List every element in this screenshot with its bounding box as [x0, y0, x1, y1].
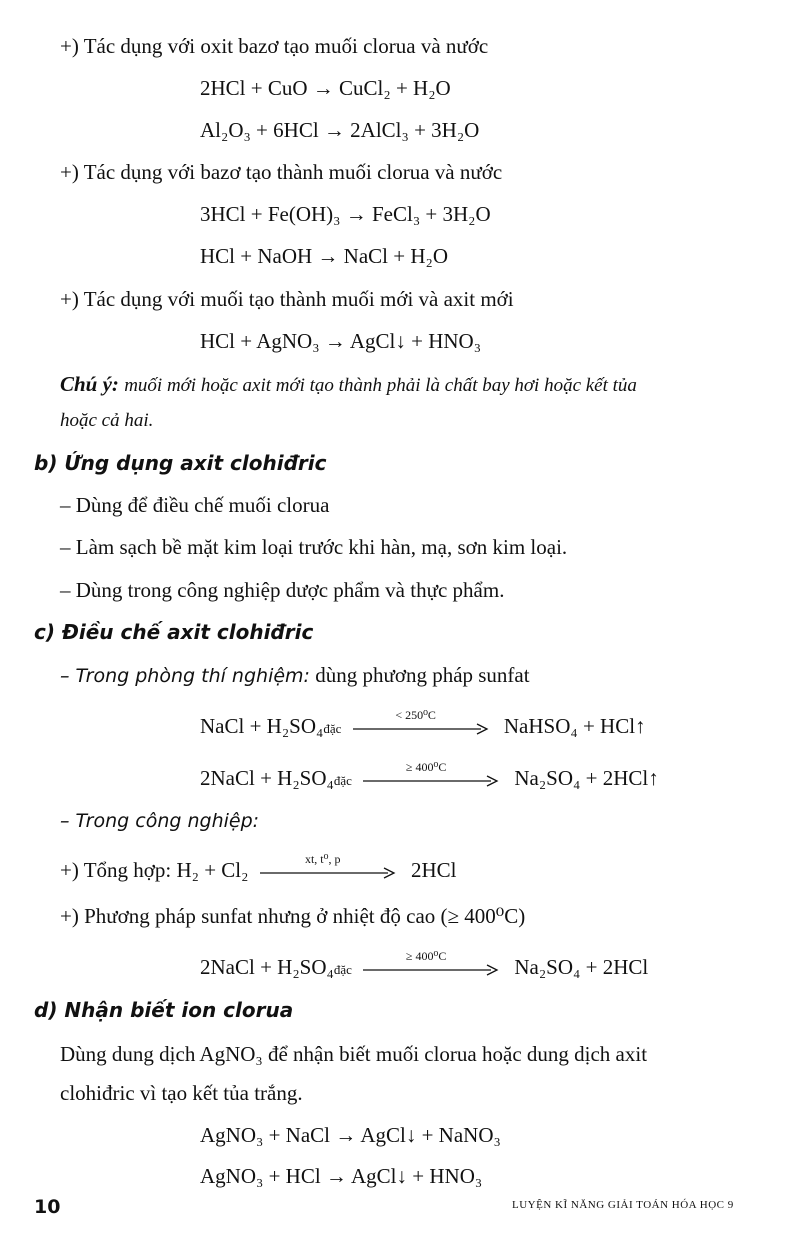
synthesis-left: +) Tổng hợp: H₂ + Cl₂	[60, 858, 249, 882]
identification-paragraph-2: clohiđric vì tạo kết tủa trắng.	[60, 1081, 303, 1105]
right-arrow-icon	[353, 723, 489, 735]
equation-right: Na₂SO₄ + 2HCl↑	[514, 766, 659, 790]
equation-industrial-sulfate	[200, 949, 649, 984]
equation-left: NaCl + H₂SO₄	[200, 714, 324, 738]
equation-left: 2NaCl + H₂SO₄	[200, 766, 334, 790]
concentrated-label: đặc	[323, 721, 342, 736]
right-arrow-icon	[260, 867, 396, 879]
concentrated-label: đặc	[333, 962, 352, 977]
application-item-1: – Dùng để điều chế muối clorua	[60, 493, 330, 517]
concentrated-label: đặc	[333, 773, 352, 788]
heading-preparation: c) Điều chế axit clohiđric	[34, 620, 314, 644]
equation-hcl-feoh3: 3HCl + Fe(OH)₃ → FeCl₃ + 3H₂O	[200, 202, 491, 226]
reaction-arrow	[363, 760, 503, 785]
equation-right: NaHSO₄ + HCl↑	[503, 714, 646, 738]
identification-paragraph-1: Dùng dung dịch AgNO₃ để nhận biết muối clorua hoặc dung dịch axit	[60, 1042, 648, 1066]
note-text-2: hoặc cả hai.	[60, 410, 154, 431]
heading-applications: b) Ứng dụng axit clohiđric	[34, 451, 327, 475]
lab-method-label: – Trong phòng thí nghiệm:	[60, 665, 310, 687]
lab-method-line	[60, 661, 530, 690]
equation-nacl-h2so4-high	[200, 760, 659, 795]
note-label: Chú ý:	[60, 372, 119, 396]
reaction-condition: xt, t⁰, p	[304, 852, 341, 866]
reaction-condition: ≥ 400⁰C	[405, 760, 447, 774]
equation-hcl-agno3: HCl + AgNO₃ → AgCl↓ + HNO₃	[200, 329, 482, 353]
right-arrow-icon	[363, 775, 499, 787]
lab-method-text: dùng phương pháp sunfat	[309, 663, 530, 687]
reaction-salt-line: +) Tác dụng với muối tạo thành muối mới và axit mới	[60, 287, 514, 311]
equation-agno3-hcl: AgNO₃ + HCl → AgCl↓ + HNO₃	[200, 1164, 483, 1188]
synthesis-line	[60, 852, 457, 884]
book-title: LUYỆN KĨ NĂNG GIẢI TOÁN HÓA HỌC 9	[512, 1199, 734, 1211]
equation-hcl-naoh: HCl + NaOH → NaCl + H₂O	[200, 244, 448, 268]
reaction-base-line: +) Tác dụng với bazơ tạo thành muối clorua và nước	[60, 160, 503, 184]
equation-left: 2NaCl + H₂SO₄	[200, 955, 334, 979]
application-item-2: – Làm sạch bề mặt kim loại trước khi hàn, mạ, sơn kim loại.	[60, 535, 568, 559]
reaction-condition: ≥ 400⁰C	[405, 949, 447, 963]
reaction-condition: < 250⁰C	[395, 708, 436, 722]
equation-nacl-h2so4-low	[200, 708, 646, 743]
equation-right: Na₂SO₄ + 2HCl	[514, 955, 649, 979]
right-arrow-icon	[363, 964, 499, 976]
note-text-1: muối mới hoặc axit mới tạo thành phải là chất bay hơi hoặc kết tủa	[124, 375, 637, 396]
synthesis-right: 2HCl	[410, 858, 457, 882]
reaction-basic-oxide-line: +) Tác dụng với oxit bazơ tạo muối clorua và nước	[60, 34, 489, 58]
note-line	[60, 370, 637, 400]
reaction-arrow	[260, 852, 400, 877]
application-item-3: – Dùng trong công nghiệp dược phẩm và thực phẩm.	[60, 578, 505, 602]
equation-al2o3-hcl: Al₂O₃ + 6HCl → 2AlCl₃ + 3H₂O	[200, 118, 480, 142]
reaction-arrow	[363, 949, 503, 974]
heading-chloride-identification: d) Nhận biết ion clorua	[34, 998, 294, 1022]
reaction-arrow	[353, 708, 493, 733]
industry-label: – Trong công nghiệp:	[60, 810, 260, 832]
page-number: 10	[34, 1196, 61, 1218]
sulfate-method-line: +) Phương pháp sunfat nhưng ở nhiệt độ cao (≥ 400⁰C)	[60, 904, 526, 928]
equation-agno3-nacl: AgNO₃ + NaCl → AgCl↓ + NaNO₃	[200, 1123, 501, 1147]
equation-hcl-cuo: 2HCl + CuO → CuCl₂ + H₂O	[200, 76, 451, 100]
